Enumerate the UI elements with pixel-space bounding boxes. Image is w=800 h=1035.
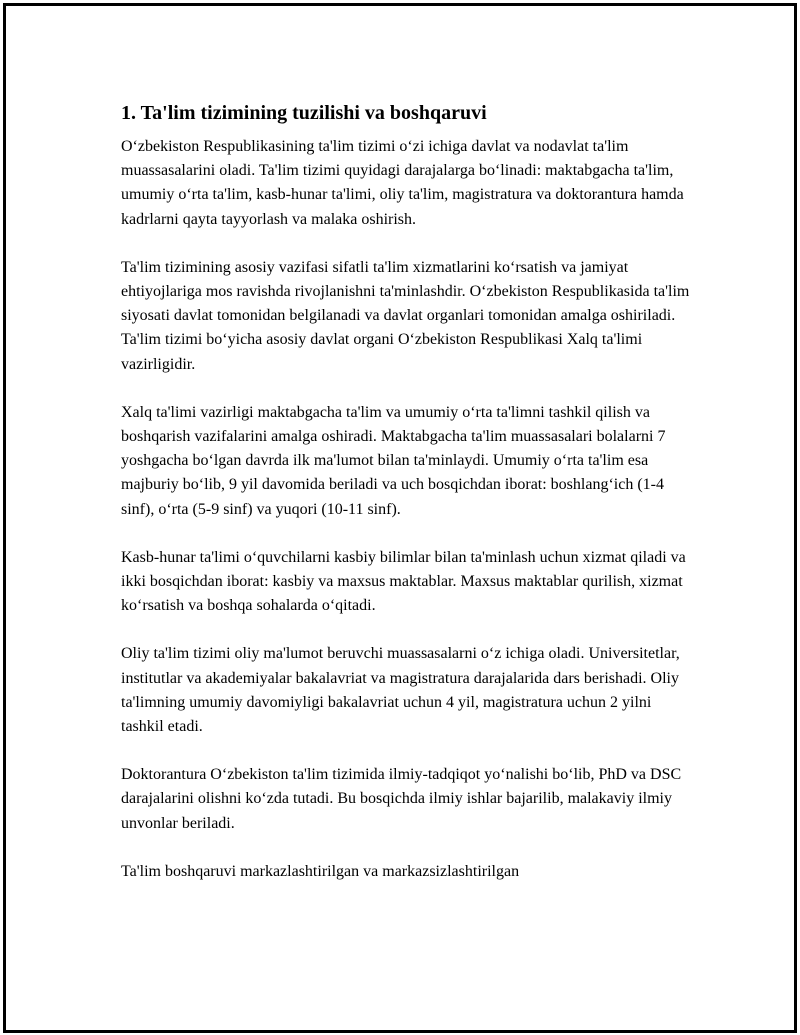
document-page	[3, 3, 797, 1033]
document-content	[121, 100, 691, 908]
paragraph-higher-education: Oliy ta'lim tizimi oliy ma'lumot beruvchi muassasalarni o‘z ichiga oladi. Universitetlar, institutlar va akademiyalar bakalavriat va magistratura darajalarida dars berishadi. Oliy ta'limning umumiy davomiyligi bakalavriat uchun 4 yil, magistratura uchun 2 yilni tashkil etadi.	[121, 645, 680, 736]
paragraph-vocational-education: Kasb-hunar ta'limi o‘quvchilarni kasbiy bilimlar bilan ta'minlash uchun xizmat qiladi va ikki bosqichdan iborat: kasbiy va maxsus maktablar. Maxsus maktablar qurilish, xizmat ko‘rsatish va boshqa sohalarda o‘qitadi.	[121, 548, 686, 615]
paragraph-ministry-duties: Xalq ta'limi vazirligi maktabgacha ta'lim va umumiy o‘rta ta'limni tashkil qilish va boshqarish vazifalarini amalga oshiradi. Maktabgacha ta'lim muassasalari bolalarni 7 yoshgacha bo‘lgan davrda ilk ma'lumot bilan ta'minlaydi. Umumiy o‘rta ta'lim esa majburiy bo‘lib, 9 yil davomida beriladi va uch bosqichdan iborat: boshlang‘ich (1-4 sinf), o‘rta (5-9 sinf) va yuqori (10-11 sinf).	[121, 403, 666, 518]
paragraph-main-task: Ta'lim tizimining asosiy vazifasi sifatli ta'lim xizmatlarini ko‘rsatish va jamiyat ehtiyojlariga mos ravishda rivojlanishni ta'minlashdir. O‘zbekiston Respublikasida ta'lim siyosati davlat tomonidan belgilanadi va davlat organlari tomonidan amalga oshiriladi. Ta'lim tizimi bo‘yicha asosiy davlat organi O‘zbekiston Respublikasi Xalq ta'limi vazirligidir.	[121, 258, 690, 373]
section-title: 1. Ta'lim tizimining tuzilishi va boshqaruvi	[121, 102, 487, 124]
paragraph-management: Ta'lim boshqaruvi markazlashtirilgan va markazsizlashtirilgan	[121, 862, 520, 880]
paragraph-education-system-overview: O‘zbekiston Respublikasining ta'lim tizimi o‘zi ichiga davlat va nodavlat ta'lim muassasalarini oladi. Ta'lim tizimi quyidagi darajalarga bo‘linadi: maktabgacha ta'lim, umumiy o‘rta ta'lim, kasb-hunar ta'limi, oliy ta'lim, magistratura va doktorantura hamda kadrlarni qayta tayyorlash va malaka oshirish.	[121, 138, 684, 228]
paragraph-doctoral-studies: Doktorantura O‘zbekiston ta'lim tizimida ilmiy-tadqiqot yo‘nalishi bo‘lib, PhD va DSC darajalarini olishni ko‘zda tutadi. Bu bosqichda ilmiy ishlar bajarilib, malakaviy ilmiy unvonlar beriladi.	[121, 766, 682, 832]
